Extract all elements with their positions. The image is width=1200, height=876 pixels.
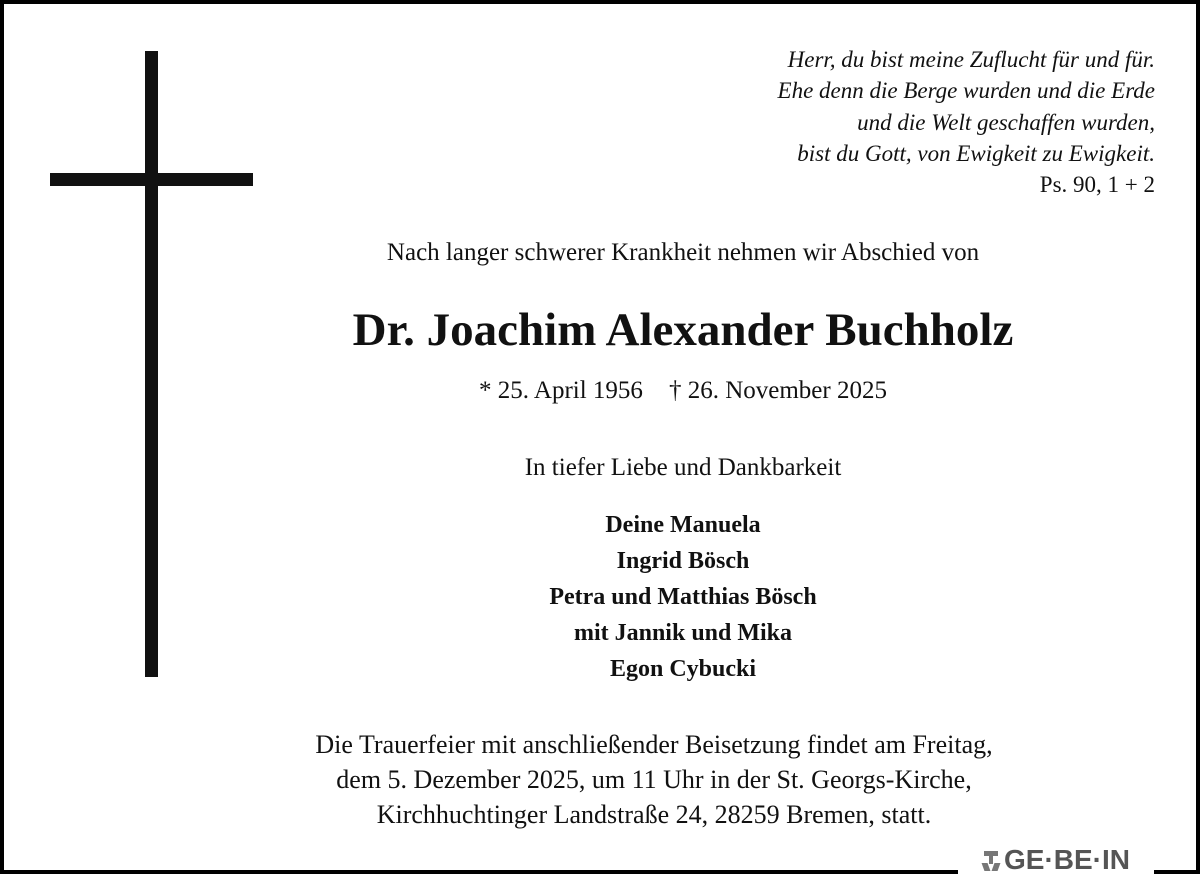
verse-reference: Ps. 90, 1 + 2 bbox=[1039, 172, 1155, 198]
psalm-verse bbox=[778, 44, 1155, 200]
gebein-logo-text: GE·BE·IN bbox=[1004, 843, 1130, 875]
death-date: † 26. November 2025 bbox=[668, 377, 887, 404]
ceremony-info bbox=[0, 727, 1200, 832]
verse-line: Ehe denn die Berge wurden und die Erde bbox=[777, 78, 1155, 104]
ceremony-line: Die Trauerfeier mit anschließender Beisetzung findet am Freitag, bbox=[315, 730, 993, 759]
verse-line: bist du Gott, von Ewigkeit zu Ewigkeit. bbox=[797, 140, 1155, 166]
intro-text: Nach langer schwerer Krankheit nehmen wir Abschied von bbox=[386, 239, 980, 266]
gebein-logo-icon bbox=[982, 849, 1000, 871]
life-dates bbox=[0, 377, 1200, 405]
birth-date: * 25. April 1956 bbox=[479, 377, 643, 404]
mourner: Petra und Matthias Bösch bbox=[549, 584, 817, 610]
verse-line: Herr, du bist meine Zuflucht für und für. bbox=[787, 47, 1155, 72]
ceremony-line: Kirchhuchtinger Landstraße 24, 28259 Bremen, statt. bbox=[376, 800, 932, 829]
thanks-text: In tiefer Liebe und Dankbarkeit bbox=[524, 454, 842, 481]
verse-line: und die Welt geschaffen wurden, bbox=[857, 109, 1155, 135]
gebein-logo bbox=[958, 844, 1154, 875]
mourner: Ingrid Bösch bbox=[616, 548, 750, 574]
deceased-name: Dr. Joachim Alexander Buchholz bbox=[352, 304, 1014, 356]
mourner: Deine Manuela bbox=[605, 512, 761, 538]
ceremony-line: dem 5. Dezember 2025, um 11 Uhr in der St. Georgs-Kirche, bbox=[336, 765, 972, 794]
mourners-list bbox=[0, 507, 1200, 687]
mourner: mit Jannik und Mika bbox=[573, 620, 793, 646]
cross-horizontal-bar bbox=[50, 173, 253, 186]
mourner: Egon Cybucki bbox=[609, 656, 757, 682]
